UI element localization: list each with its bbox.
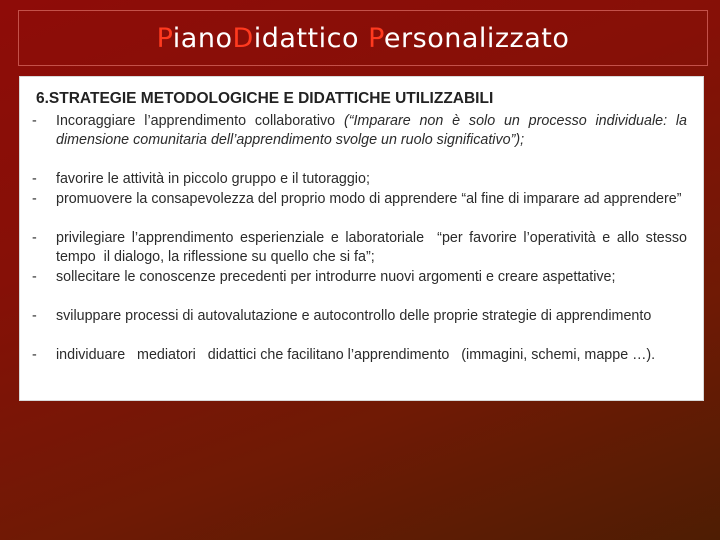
list-dash: - [32,269,37,285]
list-dash: - [32,347,37,363]
list-item [32,307,687,326]
list-item [32,229,695,267]
list-item [32,190,687,209]
list-dash: - [32,171,37,187]
list-item-quote: (“Imparare non è solo un processo individuale: la dimensione comunitaria dell’apprendimento svolge un ruolo significativo”); [56,113,687,148]
list-item-text: sollecitare le conoscenze precedenti per introdurre nuovi argomenti e creare aspettative; [56,269,616,285]
list-item-text: Incoraggiare l’apprendimento collaborativo [56,113,336,129]
list-dash: - [32,308,37,324]
list-dash: - [32,230,37,246]
title-part-piano: Piano [156,22,233,54]
list-item-text: sviluppare processi di autovalutazione e autocontrollo delle proprie strategie di apprendimento [56,308,652,324]
list-item-text: individuare mediatori didattici che facilitano l’apprendimento (immagini, schemi, mappe …). [56,347,656,363]
title-part-didattico: Didattico [232,22,369,54]
list-dash: - [32,113,37,129]
document-excerpt [19,76,704,401]
list-item-text: favorire le attività in piccolo gruppo e il tutoraggio; [56,171,370,187]
title-part-personalizzato: Personalizzato [368,22,570,54]
list-item [32,346,687,365]
list-item-text: privilegiare l’apprendimento esperienziale e laboratoriale “per favorire l’operatività e allo stesso tempo il dialogo, la riflessione su quello che si fa”; [56,230,695,265]
list-item [32,268,687,287]
list-item [32,170,687,189]
section-heading: 6.STRATEGIE METODOLOGICHE E DIDATTICHE UTILIZZABILI [36,90,494,107]
list-item-text: promuovere la consapevolezza del proprio modo di apprendere “al fine di imparare ad apprendere” [56,191,682,207]
list-dash: - [32,191,37,207]
slide-title [18,10,708,66]
list-item [32,112,687,150]
